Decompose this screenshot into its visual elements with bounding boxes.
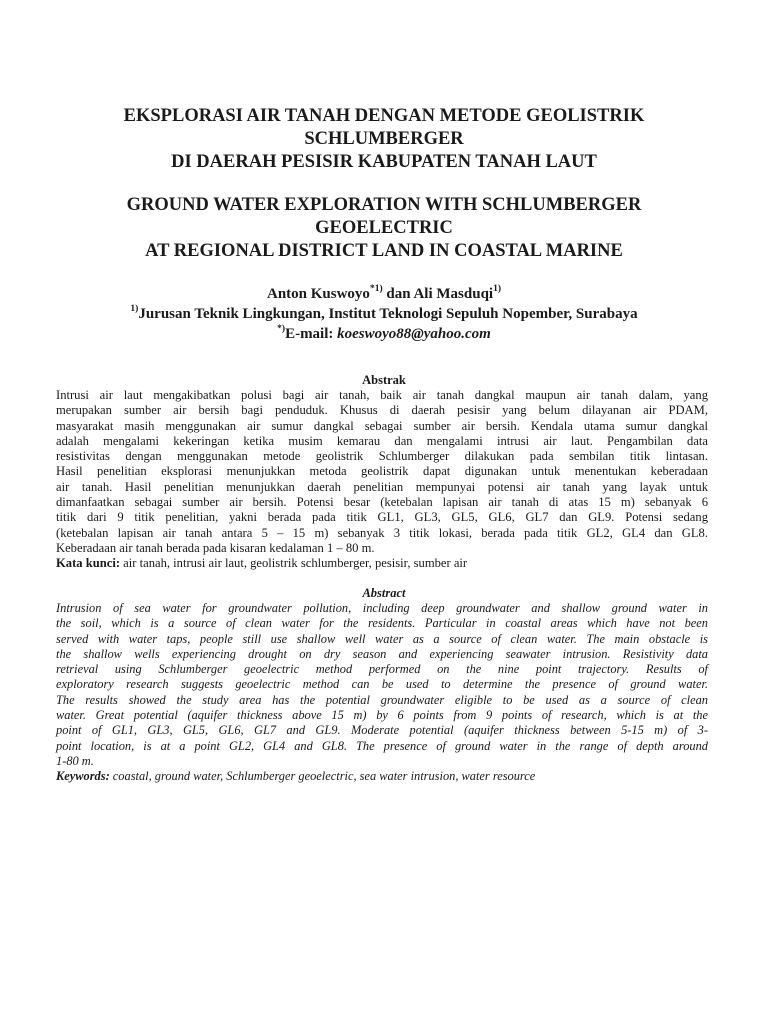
title-indonesian-line: DI DAERAH PESISIR KABUPATEN TANAH LAUT — [171, 152, 597, 172]
abstract-line: exploratory research suggests geoelectric method can be used to determine the presence of ground water. — [56, 677, 708, 692]
author-line — [40, 284, 728, 304]
abstract-body — [56, 601, 708, 785]
keywords-label: Keywords: — [56, 769, 110, 784]
abstrak-line: Intrusi air laut mengakibatkan polusi bagi air tanah, baik air tanah dangkal maupun air tanah dalam, yang — [56, 388, 708, 402]
author-name: Anton Kuswoyo — [266, 286, 370, 302]
abstract-line: the soil, which is a source of clean water for the residents. Particular in coastal areas which have not been — [56, 616, 708, 631]
author-name: Ali Masduqi — [413, 286, 494, 302]
author-block — [40, 284, 728, 344]
abstrak-line: masyarakat masih menggunakan air sumur dangkal sebagai sumber air bersih. Kendala utama sumur dangkal — [56, 418, 708, 433]
abstract-line: Intrusion of sea water for groundwater pollution, including deep groundwater and shallow ground water in — [56, 601, 708, 615]
abstrak-line: air tanah. Hasil penelitian menunjukkan daerah penelitian mempunyai potensi air tanah yang layak untuk — [56, 479, 708, 494]
affiliation-footnote-mark: 1) — [130, 304, 139, 314]
keywords-text: coastal, ground water, Schlumberger geoelectric, sea water intrusion, water resource — [109, 769, 536, 784]
abstract-line: 1-80 m. — [56, 753, 94, 768]
abstrak-line: (ketebalan lapisan air tanah antara 5 – 15 m) sebanyak 3 titik lokasi, berada pada titik GL2, GL4 dan GL8. — [56, 525, 708, 540]
keywords-label: Kata kunci: — [56, 556, 121, 571]
abstrak-keywords — [56, 556, 708, 571]
abstract-line: point location, is at a point GL2, GL4 and GL8. The presence of ground water in the range of depth around — [56, 738, 708, 753]
abstract-line: water. Great potential (aquifer thickness above 15 m) by 6 points from 9 points of research, which is at the — [56, 708, 708, 723]
author-footnote-mark: *1) — [369, 284, 383, 294]
title-english-line: GROUND WATER EXPLORATION WITH SCHLUMBERGER — [126, 195, 642, 215]
title-indonesian-line: SCHLUMBERGER — [304, 129, 464, 149]
abstract-keywords — [56, 769, 708, 784]
abstract-line: point of GL1, GL3, GL5, GL6, GL7 and GL9. Moderate potential (aquifer thickness between 5-15 m) of 3- — [56, 723, 708, 738]
abstract-line: the shallow wells experiencing drought on dry season and experiencing seawater intrusion. Resistivity data — [56, 646, 708, 661]
email-address: koeswoyo88@yahoo.com — [337, 326, 491, 342]
email-footnote-mark: *) — [277, 324, 286, 334]
abstrak-line: dimanfaatkan sebagai sumber air bersih. Potensi besar (ketebalan lapisan air tanah di atas 15 m) sebanyak 6 — [56, 495, 708, 510]
abstrak-line: Keberadaan air tanah berada pada kisaran kedalaman 1 – 80 m. — [56, 540, 375, 555]
abstrak-line: merupakan sumber air bersih bagi penduduk. Khusus di daerah pesisir yang belum dilayanan air PDAM, — [56, 403, 708, 418]
abstrak-line: Hasil penelitian eksplorasi menunjukkan metoda geolistrik dapat digunakan untuk menentukan keberadaan — [56, 464, 708, 479]
title-english-line: GEOELECTRIC — [315, 218, 453, 238]
author-connector: dan — [382, 286, 414, 302]
abstrak-line: titik dari 9 titik penelitian, yakni berada pada titik GL1, GL3, GL5, GL6, GL7 dan GL9. Potensi sedang — [56, 510, 708, 525]
abstract-line: The results showed the study area has the potential groundwater eligible to be used as a source of clean — [56, 692, 708, 707]
title-indonesian — [60, 105, 708, 174]
abstrak-line: resistivitas dengan menggunakan metode geolistrik Schlumberger dilakukan pada sembilan titik lintasan. — [56, 449, 708, 464]
email-line — [40, 324, 728, 344]
abstract-line: retrieval using Schlumberger geoelectric method performed on the nine point trajectory. Results of — [56, 662, 708, 677]
affiliation-line — [40, 304, 728, 324]
title-indonesian-line: EKSPLORASI AIR TANAH DENGAN METODE GEOLISTRIK — [123, 106, 645, 126]
keywords-text: air tanah, intrusi air laut, geolistrik schlumberger, pesisir, sumber air — [120, 556, 468, 571]
abstrak-line: adalah mengalami kekeringan ketika musim kemarau dan mengalami intrusi air laut. Pengambilan data — [56, 433, 708, 448]
email-label: E-mail: — [285, 326, 338, 342]
title-english — [60, 194, 708, 263]
abstract-heading: Abstract — [362, 586, 406, 600]
abstrak-heading: Abstrak — [362, 373, 406, 387]
abstract-line: served with water taps, people still use shallow well water as a source of clean water. The main obstacle is — [56, 631, 708, 646]
affiliation: Jurusan Teknik Lingkungan, Institut Teknologi Sepuluh Nopember, Surabaya — [138, 306, 638, 322]
author-footnote-mark: 1) — [493, 284, 501, 294]
abstrak-body — [56, 388, 708, 572]
title-english-line: AT REGIONAL DISTRICT LAND IN COASTAL MARINE — [145, 241, 623, 261]
